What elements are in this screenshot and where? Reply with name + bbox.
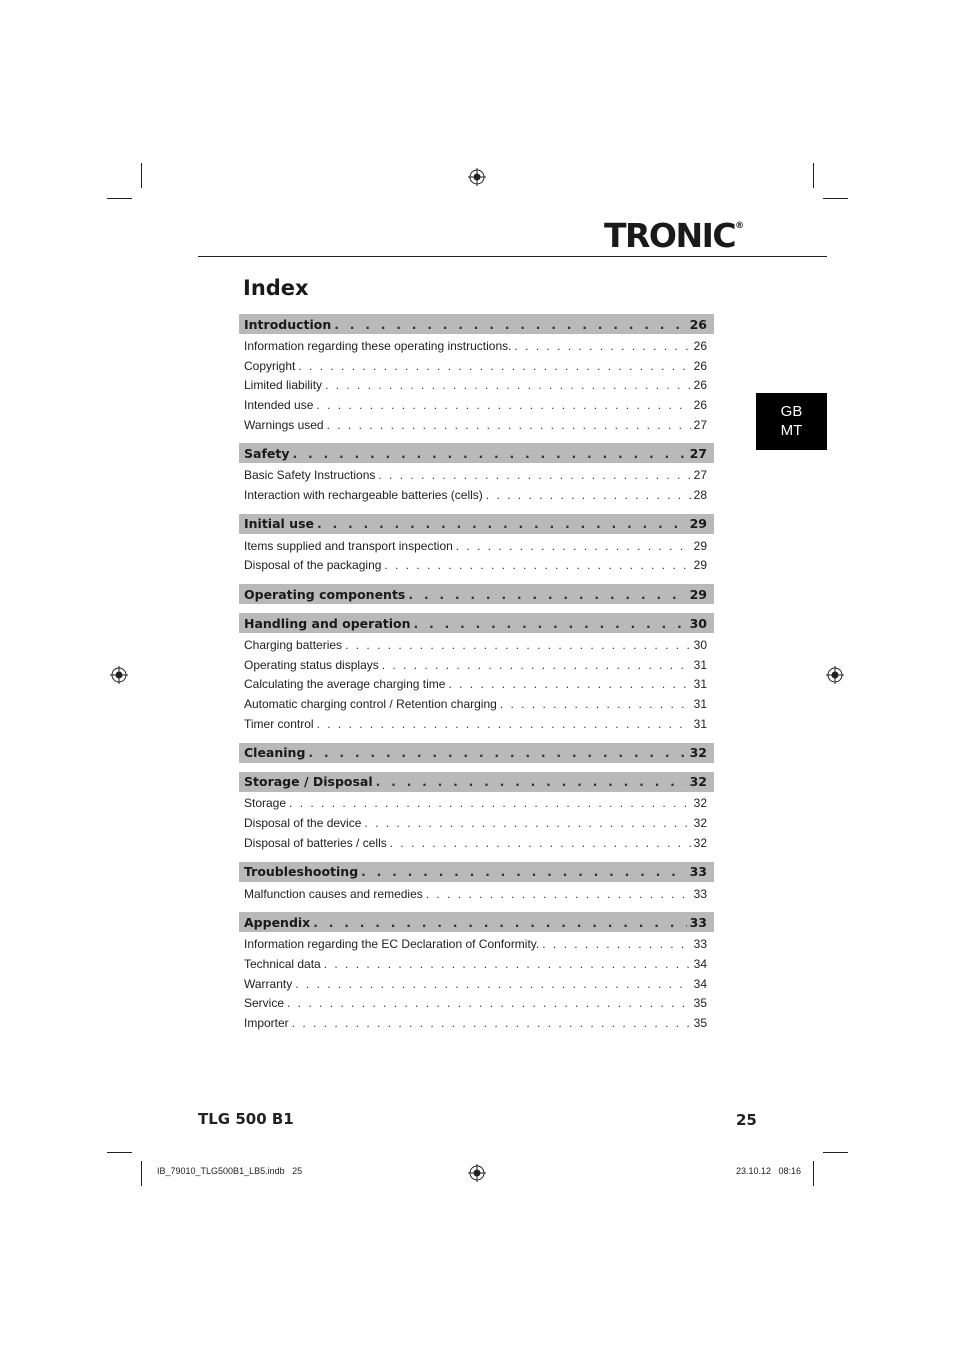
toc-page-number: 30 <box>689 615 707 631</box>
dot-leader <box>382 658 691 672</box>
toc-page-number: 34 <box>693 956 707 971</box>
toc-section-title: Handling and operation <box>244 615 411 631</box>
toc-entry-title: Disposal of the packaging <box>244 558 382 573</box>
toc-entry[interactable] <box>239 415 714 435</box>
toc-entry[interactable] <box>239 954 714 974</box>
brand-logo <box>604 216 744 256</box>
toc-page-number: 26 <box>689 316 707 332</box>
toc-entry-title: Calculating the average charging time <box>244 677 446 692</box>
dot-leader <box>308 745 686 760</box>
toc-page-number: 34 <box>693 976 707 991</box>
toc-page-number: 26 <box>693 378 707 393</box>
toc-entry-title: Interaction with rechargeable batteries (cells) <box>244 487 483 502</box>
dot-leader <box>456 539 691 553</box>
toc-entry-title: Information regarding these operating instructions. <box>244 338 512 353</box>
dot-leader <box>316 398 690 412</box>
toc-entry[interactable] <box>239 993 714 1013</box>
table-of-contents <box>239 314 714 1033</box>
toc-entry-title: Limited liability <box>244 378 323 393</box>
toc-section-title: Cleaning <box>244 745 306 761</box>
toc-entry[interactable] <box>239 794 714 814</box>
toc-entry-title: Charging batteries <box>244 638 343 653</box>
toc-page-number: 35 <box>693 1015 707 1030</box>
dot-leader <box>390 836 691 850</box>
toc-section-title: Introduction <box>244 316 332 332</box>
toc-entry-title: Disposal of batteries / cells <box>244 835 387 850</box>
toc-entry-title: Information regarding the EC Declaration of Conformity. <box>244 937 540 952</box>
toc-entry[interactable] <box>239 714 714 734</box>
dot-leader <box>408 587 686 602</box>
footer-model: TLG 500 B1 <box>198 1110 294 1128</box>
toc-entry[interactable] <box>239 356 714 376</box>
toc-section-heading[interactable] <box>239 862 714 882</box>
dot-leader <box>414 616 687 631</box>
dot-leader <box>292 1016 691 1030</box>
toc-page-number: 27 <box>693 417 707 432</box>
toc-page-number: 33 <box>693 886 707 901</box>
dot-leader <box>486 488 691 502</box>
toc-entry[interactable] <box>239 485 714 505</box>
dot-leader <box>295 977 690 991</box>
registration-mark-icon <box>110 666 128 684</box>
toc-entry[interactable] <box>239 465 714 485</box>
toc-section-heading[interactable] <box>239 584 714 604</box>
crop-mark <box>107 198 132 199</box>
dot-leader <box>364 816 690 830</box>
header-rule <box>198 256 827 257</box>
toc-entry[interactable] <box>239 675 714 695</box>
toc-section-heading[interactable] <box>239 912 714 932</box>
crop-mark <box>823 1152 848 1153</box>
page-title: Index <box>243 276 309 300</box>
toc-entry[interactable] <box>239 813 714 833</box>
toc-entry[interactable] <box>239 395 714 415</box>
crop-mark <box>141 1161 142 1186</box>
toc-page-number: 26 <box>693 338 707 353</box>
dot-leader <box>515 339 691 353</box>
toc-page-number: 31 <box>693 657 707 672</box>
dot-leader <box>287 996 691 1010</box>
toc-entry[interactable] <box>239 556 714 576</box>
toc-entry-title: Importer <box>244 1015 289 1030</box>
toc-page-number: 29 <box>693 538 707 553</box>
toc-page-number: 33 <box>689 914 707 930</box>
toc-entry[interactable] <box>239 934 714 954</box>
dot-leader <box>313 915 686 930</box>
toc-page-number: 27 <box>689 445 707 461</box>
crop-mark <box>823 198 848 199</box>
toc-page-number: 31 <box>693 716 707 731</box>
dot-leader <box>298 359 690 373</box>
toc-section-title: Safety <box>244 445 290 461</box>
toc-section-title: Initial use <box>244 516 314 532</box>
dot-leader <box>324 957 691 971</box>
toc-page-number: 35 <box>693 996 707 1011</box>
toc-page-number: 31 <box>693 677 707 692</box>
toc-entry[interactable] <box>239 884 714 904</box>
toc-entry-title: Timer control <box>244 716 314 731</box>
dot-leader <box>448 677 690 691</box>
toc-entry-title: Operating status displays <box>244 657 379 672</box>
toc-page-number: 29 <box>693 558 707 573</box>
toc-entry-title: Storage <box>244 796 287 811</box>
toc-entry-title: Basic Safety Instructions <box>244 468 376 483</box>
language-tab <box>756 393 827 450</box>
toc-entry-title: Automatic charging control / Retention charging <box>244 697 497 712</box>
toc-section-heading[interactable] <box>239 772 714 792</box>
toc-section-title: Troubleshooting <box>244 864 359 880</box>
toc-section-title: Appendix <box>244 914 311 930</box>
toc-page-number: 27 <box>693 468 707 483</box>
crop-mark <box>813 163 814 188</box>
toc-entry-title: Service <box>244 996 285 1011</box>
toc-section-title: Storage / Disposal <box>244 774 373 790</box>
dot-leader <box>327 418 691 432</box>
toc-entry[interactable] <box>239 974 714 994</box>
toc-page-number: 32 <box>693 816 707 831</box>
toc-entry[interactable] <box>239 1013 714 1033</box>
dot-leader <box>325 378 691 392</box>
dot-leader <box>500 697 691 711</box>
toc-entry[interactable] <box>239 375 714 395</box>
toc-page-number: 32 <box>689 774 707 790</box>
toc-section-title: Operating components <box>244 586 406 602</box>
toc-page-number: 32 <box>693 835 707 850</box>
dot-leader <box>289 796 691 810</box>
registration-mark-icon <box>826 666 844 684</box>
toc-page-number: 31 <box>693 697 707 712</box>
dot-leader <box>334 317 686 332</box>
dot-leader <box>345 638 691 652</box>
toc-section-heading[interactable] <box>239 514 714 534</box>
crop-mark <box>813 1161 814 1186</box>
slug-datetime: 23.10.12 08:16 <box>736 1166 802 1176</box>
brand-name: TRONIC <box>604 216 736 255</box>
dot-leader <box>361 864 686 879</box>
language-code: GB <box>780 403 803 420</box>
toc-page-number: 33 <box>689 864 707 880</box>
toc-entry[interactable] <box>239 536 714 556</box>
toc-entry[interactable] <box>239 336 714 356</box>
toc-entry-title: Malfunction causes and remedies <box>244 886 423 901</box>
toc-page-number: 32 <box>693 796 707 811</box>
toc-page-number: 32 <box>689 745 707 761</box>
toc-entry[interactable] <box>239 833 714 853</box>
crop-mark <box>141 163 142 188</box>
dot-leader <box>317 717 691 731</box>
toc-entry-title: Intended use <box>244 397 314 412</box>
dot-leader <box>542 937 690 951</box>
toc-page-number: 33 <box>693 937 707 952</box>
dot-leader <box>384 558 690 572</box>
toc-entry[interactable] <box>239 694 714 714</box>
toc-entry-title: Items supplied and transport inspection <box>244 538 453 553</box>
toc-page-number: 26 <box>693 358 707 373</box>
dot-leader <box>292 446 686 461</box>
toc-page-number: 26 <box>693 397 707 412</box>
toc-entry-title: Copyright <box>244 358 296 373</box>
toc-section-heading[interactable] <box>239 743 714 763</box>
toc-entry-title: Disposal of the device <box>244 816 362 831</box>
toc-section-heading[interactable] <box>239 314 714 334</box>
registration-mark-icon <box>468 1164 486 1182</box>
toc-section-heading[interactable] <box>239 443 714 463</box>
toc-entry-title: Warnings used <box>244 417 324 432</box>
footer-page-number: 25 <box>736 1111 757 1129</box>
toc-page-number: 29 <box>689 586 707 602</box>
crop-mark <box>107 1152 132 1153</box>
dot-leader <box>317 516 687 531</box>
toc-page-number: 30 <box>693 638 707 653</box>
dot-leader <box>378 468 690 482</box>
language-code: MT <box>780 422 803 439</box>
registration-mark-icon <box>468 168 486 186</box>
dot-leader <box>426 887 691 901</box>
toc-entry[interactable] <box>239 635 714 655</box>
toc-section-heading[interactable] <box>239 613 714 633</box>
toc-page-number: 29 <box>689 516 707 532</box>
toc-entry-title: Warranty <box>244 976 293 991</box>
toc-entry-title: Technical data <box>244 956 321 971</box>
toc-page-number: 28 <box>693 487 707 502</box>
dot-leader <box>376 774 687 789</box>
toc-entry[interactable] <box>239 655 714 675</box>
registered-mark: ® <box>735 221 745 231</box>
slug-file: IB_79010_TLG500B1_LB5.indb 25 <box>157 1166 303 1176</box>
